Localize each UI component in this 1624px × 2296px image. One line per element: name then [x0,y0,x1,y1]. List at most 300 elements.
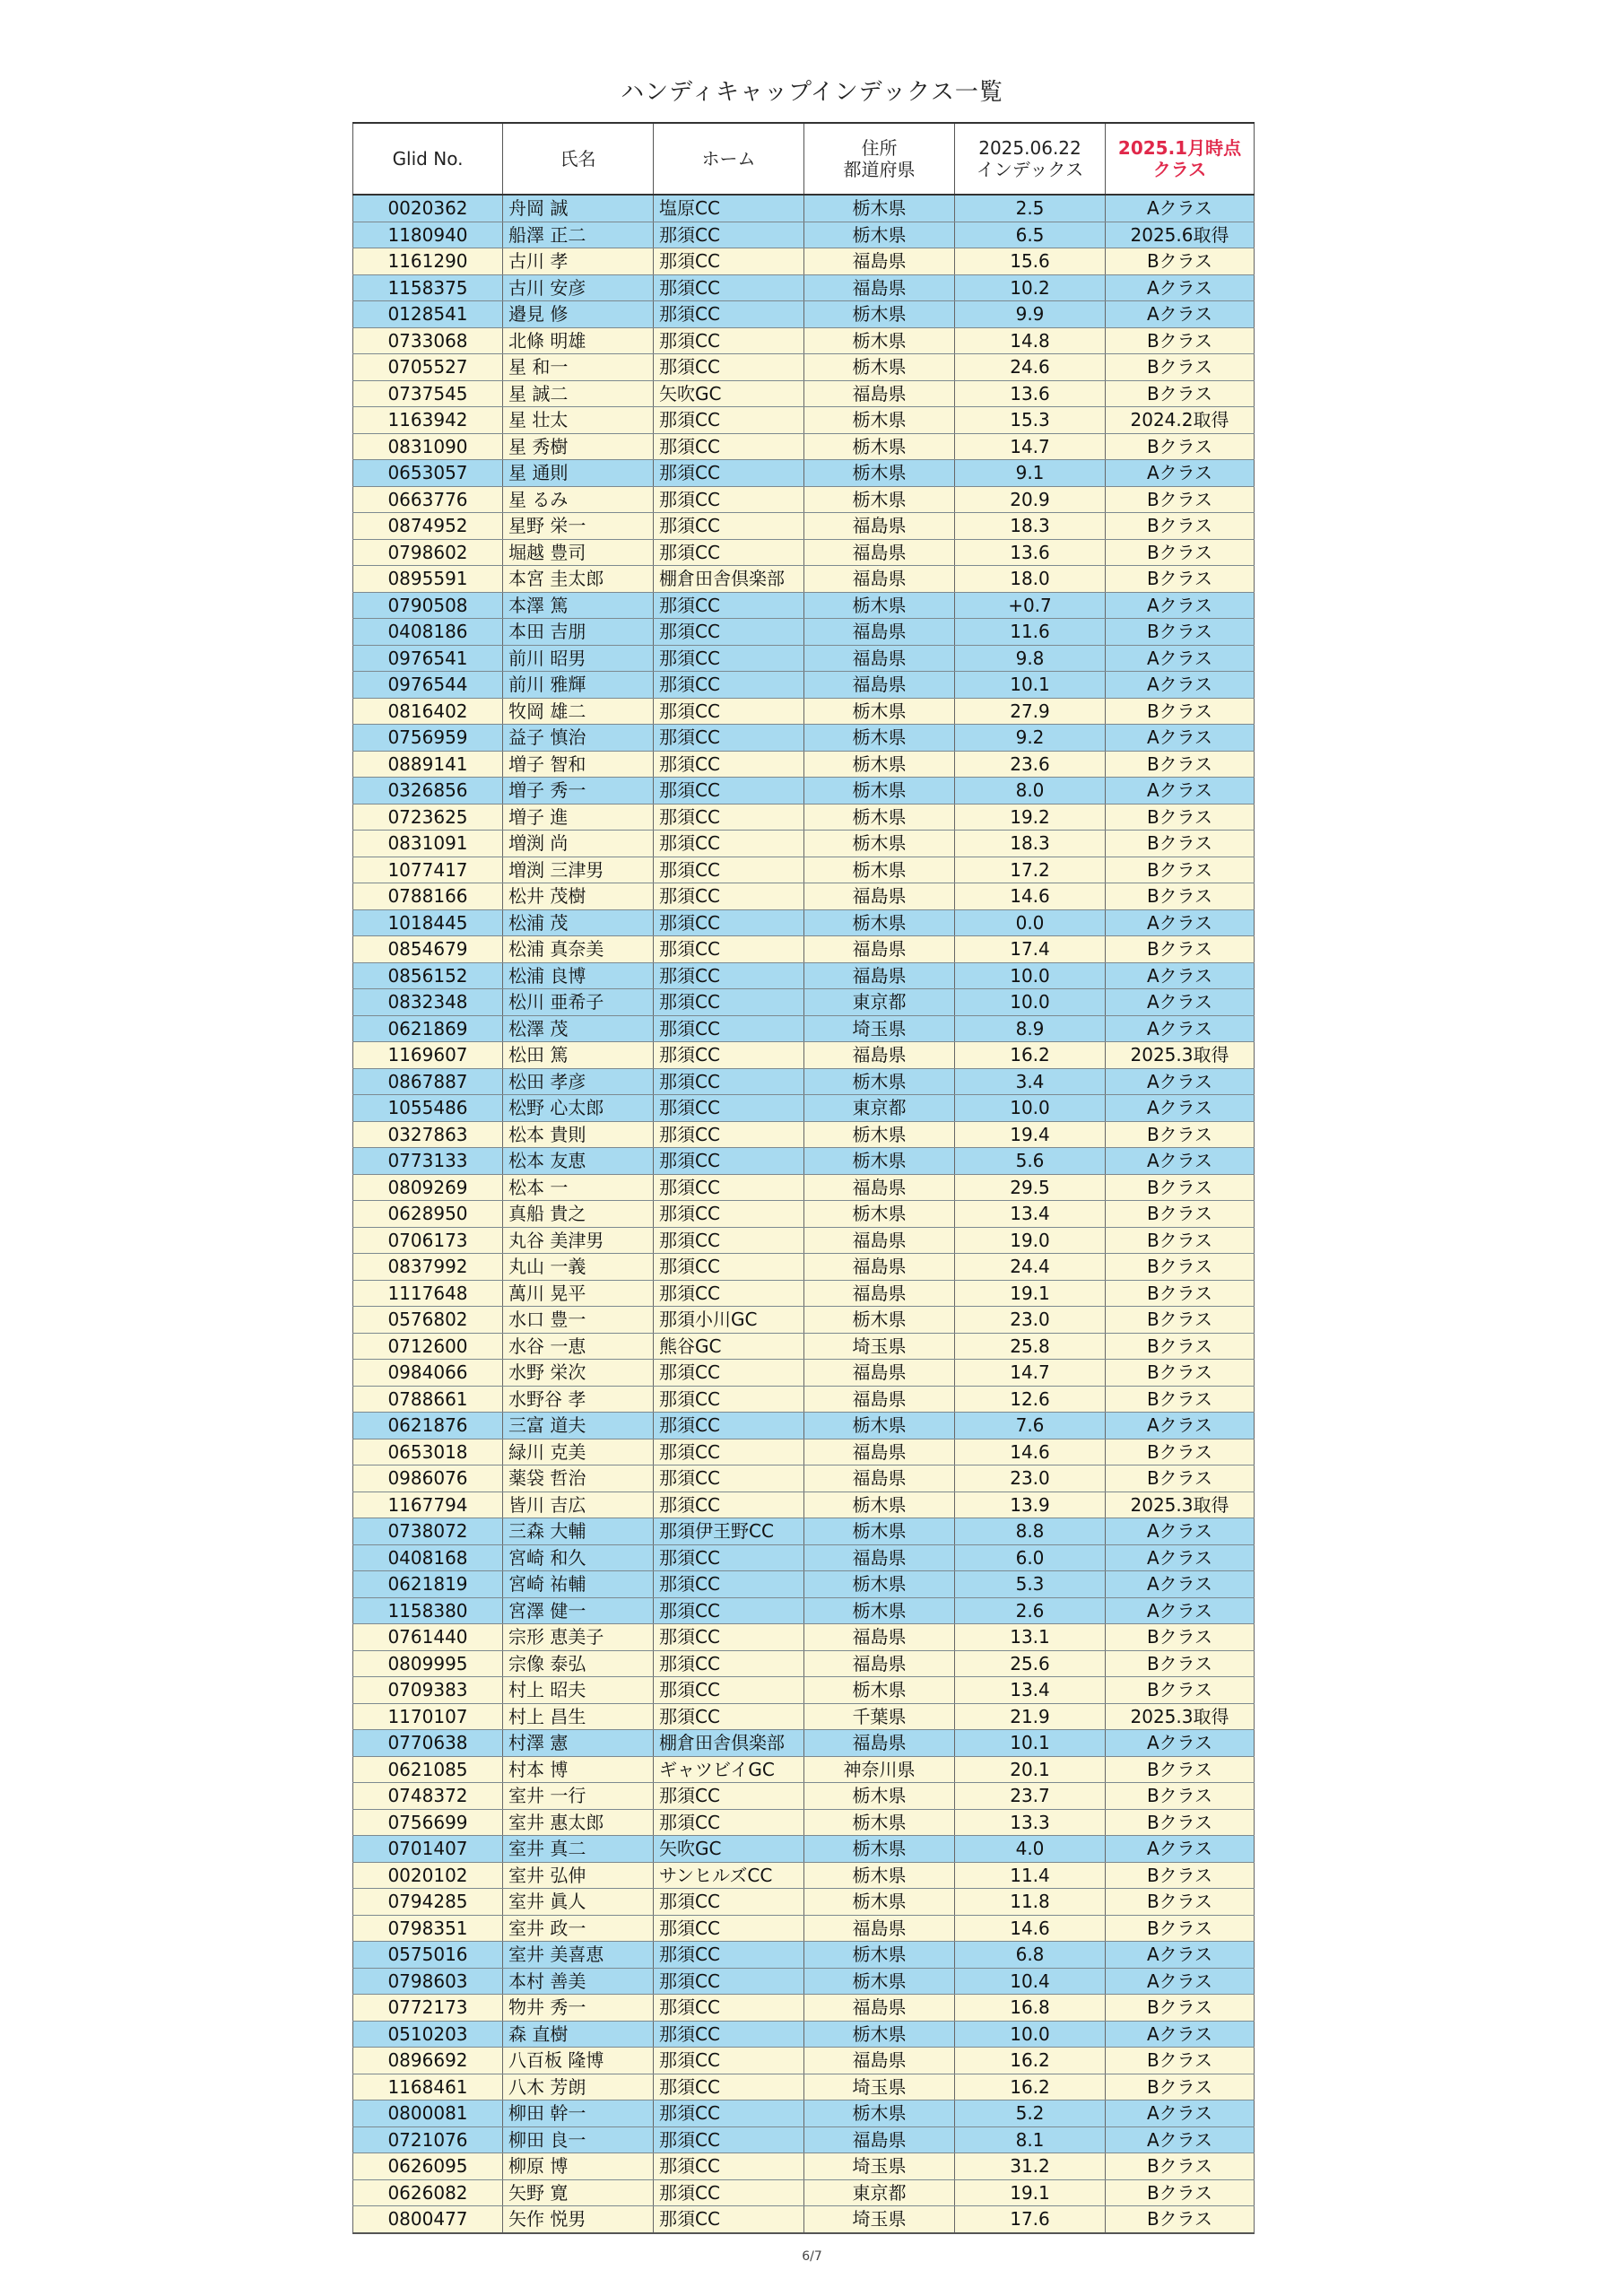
table-row [353,354,1255,381]
name-cell: 緑川 克美 [503,1439,654,1465]
home-cell: 那須CC [654,592,804,619]
home-cell: 那須CC [654,1227,804,1254]
header-home: ホーム [654,123,804,195]
table-row [353,1333,1255,1360]
name-cell: 松野 心太郎 [503,1095,654,1122]
prefecture-cell: 栃木県 [804,460,955,487]
prefecture-cell: 福島県 [804,1465,955,1492]
index-cell: 2.5 [955,195,1106,222]
table-row [353,2048,1255,2074]
home-cell: 那須CC [654,909,804,936]
class-cell: 2025.6取得 [1106,222,1255,248]
index-cell: 8.1 [955,2126,1106,2153]
prefecture-cell: 栃木県 [804,1942,955,1969]
glid-cell: 0628950 [353,1201,503,1228]
index-cell: 6.0 [955,1544,1106,1571]
name-cell: 本澤 篤 [503,592,654,619]
home-cell: 那須CC [654,1439,804,1465]
name-cell: 室井 眞人 [503,1889,654,1916]
table-row [353,1492,1255,1518]
glid-cell: 0756959 [353,725,503,752]
glid-cell: 1170107 [353,1703,503,1730]
home-cell: 那須伊王野CC [654,1518,804,1545]
name-cell: 柳田 良一 [503,2126,654,2153]
name-cell: 松澤 茂 [503,1015,654,1042]
name-cell: 室井 惠太郎 [503,1809,654,1836]
class-cell: 2025.3取得 [1106,1042,1255,1069]
index-cell: 14.6 [955,1439,1106,1465]
glid-cell: 0653057 [353,460,503,487]
prefecture-cell: 栃木県 [804,698,955,725]
index-cell: 5.2 [955,2100,1106,2127]
table-row [353,433,1255,460]
name-cell: 松本 一 [503,1174,654,1201]
table-row [353,1862,1255,1889]
home-cell: 那須CC [654,1624,804,1651]
glid-cell: 1163942 [353,407,503,434]
table-row [353,301,1255,328]
index-cell: 9.9 [955,301,1106,328]
index-cell: +0.7 [955,592,1106,619]
home-cell: 那須CC [654,1677,804,1704]
index-cell: 15.6 [955,248,1106,275]
home-cell: 那須CC [654,751,804,778]
glid-cell: 0788166 [353,883,503,910]
home-cell: 那須CC [654,460,804,487]
index-cell: 20.9 [955,486,1106,513]
prefecture-cell: 栃木県 [804,195,955,222]
prefecture-cell: 東京都 [804,2179,955,2206]
home-cell: 那須小川GC [654,1307,804,1334]
home-cell: 那須CC [654,1360,804,1387]
name-cell: 松本 貴則 [503,1121,654,1148]
class-cell: Bクラス [1106,327,1255,354]
index-cell: 24.4 [955,1254,1106,1281]
prefecture-cell: 福島県 [804,1624,955,1651]
index-cell: 24.6 [955,354,1106,381]
home-cell: 那須CC [654,1995,804,2022]
home-cell: 那須CC [654,1915,804,1942]
index-cell: 13.9 [955,1492,1106,1518]
class-cell: Aクラス [1106,725,1255,752]
prefecture-cell: 栃木県 [804,1068,955,1095]
glid-cell: 0733068 [353,327,503,354]
table-body [353,195,1255,2233]
prefecture-cell: 栃木県 [804,1201,955,1228]
class-cell: Bクラス [1106,2048,1255,2074]
name-cell: 星 和一 [503,354,654,381]
name-cell: 室井 弘伸 [503,1862,654,1889]
home-cell: 那須CC [654,1148,804,1175]
glid-cell: 0790508 [353,592,503,619]
home-cell: 那須CC [654,778,804,804]
class-cell: Aクラス [1106,989,1255,1016]
home-cell: 那須CC [654,989,804,1016]
prefecture-cell: 栃木県 [804,1809,955,1836]
table-row [353,1756,1255,1783]
index-cell: 5.3 [955,1571,1106,1598]
home-cell: 那須CC [654,407,804,434]
table-row [353,1280,1255,1307]
home-cell: 那須CC [654,831,804,857]
prefecture-cell: 福島県 [804,539,955,566]
table-row [353,1360,1255,1387]
index-cell: 6.8 [955,1942,1106,1969]
name-cell: 矢野 寛 [503,2179,654,2206]
index-cell: 17.6 [955,2206,1106,2233]
class-cell: Aクラス [1106,645,1255,672]
prefecture-cell: 福島県 [804,672,955,699]
index-cell: 8.9 [955,1015,1106,1042]
home-cell: 那須CC [654,1942,804,1969]
glid-cell: 1117648 [353,1280,503,1307]
table-row [353,2206,1255,2233]
index-cell: 12.6 [955,1386,1106,1413]
name-cell: 増渕 三津男 [503,857,654,883]
prefecture-cell: 栃木県 [804,1307,955,1334]
prefecture-cell: 栃木県 [804,1413,955,1439]
home-cell: 那須CC [654,1544,804,1571]
glid-cell: 0020362 [353,195,503,222]
glid-cell: 0706173 [353,1227,503,1254]
class-cell: Bクラス [1106,1280,1255,1307]
glid-cell: 0816402 [353,698,503,725]
table-row [353,857,1255,883]
glid-cell: 0621819 [353,1571,503,1598]
home-cell: 那須CC [654,327,804,354]
name-cell: 室井 一行 [503,1783,654,1810]
index-cell: 10.0 [955,989,1106,1016]
glid-cell: 0832348 [353,989,503,1016]
table-row [353,460,1255,487]
index-cell: 17.4 [955,936,1106,963]
prefecture-cell: 栃木県 [804,725,955,752]
index-cell: 27.9 [955,698,1106,725]
glid-cell: 0788661 [353,1386,503,1413]
table-row [353,2153,1255,2180]
home-cell: 塩原CC [654,195,804,222]
class-cell: Bクラス [1106,804,1255,831]
index-cell: 18.3 [955,831,1106,857]
prefecture-cell: 埼玉県 [804,1015,955,1042]
index-cell: 14.7 [955,433,1106,460]
name-cell: 物井 秀一 [503,1995,654,2022]
home-cell: 那須CC [654,1280,804,1307]
glid-cell: 0748372 [353,1783,503,1810]
name-cell: 松本 友恵 [503,1148,654,1175]
table-row [353,1677,1255,1704]
table-row [353,1624,1255,1651]
home-cell: 那須CC [654,1571,804,1598]
name-cell: 堀越 豊司 [503,539,654,566]
class-cell: Aクラス [1106,1068,1255,1095]
table-row [353,1227,1255,1254]
glid-cell: 0896692 [353,2048,503,2074]
index-cell: 10.0 [955,2021,1106,2048]
table-row [353,831,1255,857]
glid-cell: 1167794 [353,1492,503,1518]
home-cell: 那須CC [654,857,804,883]
index-cell: 20.1 [955,1756,1106,1783]
class-cell: Aクラス [1106,301,1255,328]
table-row [353,539,1255,566]
home-cell: 那須CC [654,2021,804,2048]
name-cell: 宮崎 祐輔 [503,1571,654,1598]
table-row [353,1571,1255,1598]
table-row [353,1307,1255,1334]
prefecture-cell: 福島県 [804,1439,955,1465]
glid-cell: 0798351 [353,1915,503,1942]
name-cell: 森 直樹 [503,2021,654,2048]
name-cell: 宗像 泰弘 [503,1650,654,1677]
table-row [353,989,1255,1016]
home-cell: 那須CC [654,1201,804,1228]
home-cell: 那須CC [654,1889,804,1916]
index-cell: 19.4 [955,1121,1106,1148]
index-cell: 29.5 [955,1174,1106,1201]
index-cell: 18.3 [955,513,1106,540]
table-row [353,2074,1255,2100]
home-cell: 熊谷GC [654,1333,804,1360]
page-title: ハンディキャップインデックス一覧 [621,79,1003,106]
table-row [353,1942,1255,1969]
index-cell: 10.2 [955,274,1106,301]
glid-cell: 1158380 [353,1597,503,1624]
home-cell: 那須CC [654,513,804,540]
table-row [353,380,1255,407]
glid-cell: 0798602 [353,539,503,566]
class-cell: Bクラス [1106,1915,1255,1942]
glid-cell: 0653018 [353,1439,503,1465]
table-row [353,222,1255,248]
class-cell: Bクラス [1106,883,1255,910]
class-cell: Aクラス [1106,778,1255,804]
class-cell: Aクラス [1106,592,1255,619]
prefecture-cell: 栃木県 [804,1518,955,1545]
table-row [353,1836,1255,1863]
glid-cell: 0794285 [353,1889,503,1916]
class-cell: Aクラス [1106,1597,1255,1624]
prefecture-cell: 埼玉県 [804,2153,955,2180]
table-row [353,195,1255,222]
glid-cell: 1018445 [353,909,503,936]
class-cell: Bクラス [1106,1809,1255,1836]
prefecture-cell: 福島県 [804,1915,955,1942]
name-cell: 室井 真二 [503,1836,654,1863]
glid-cell: 1077417 [353,857,503,883]
prefecture-cell: 栃木県 [804,1783,955,1810]
prefecture-cell: 福島県 [804,513,955,540]
table-row [353,698,1255,725]
home-cell: 那須CC [654,883,804,910]
index-cell: 9.2 [955,725,1106,752]
table-row [353,1650,1255,1677]
glid-cell: 0831091 [353,831,503,857]
table-row [353,1121,1255,1148]
prefecture-cell: 福島県 [804,1254,955,1281]
table-row [353,274,1255,301]
name-cell: 星野 栄一 [503,513,654,540]
table-row [353,1465,1255,1492]
table-row [353,619,1255,646]
prefecture-cell: 福島県 [804,1360,955,1387]
prefecture-cell: 栃木県 [804,1148,955,1175]
name-cell: 星 るみ [503,486,654,513]
glid-cell: 0408186 [353,619,503,646]
glid-cell: 0798603 [353,1968,503,1995]
index-cell: 3.4 [955,1068,1106,1095]
glid-cell: 0326856 [353,778,503,804]
name-cell: 本村 善美 [503,1968,654,1995]
index-cell: 11.4 [955,1862,1106,1889]
class-cell: Bクラス [1106,1650,1255,1677]
name-cell: 水口 豊一 [503,1307,654,1334]
index-cell: 25.8 [955,1333,1106,1360]
index-cell: 13.1 [955,1624,1106,1651]
glid-cell: 0327863 [353,1121,503,1148]
table-row [353,1809,1255,1836]
name-cell: 八百板 隆博 [503,2048,654,2074]
home-cell: 那須CC [654,301,804,328]
table-row [353,1703,1255,1730]
home-cell: 那須CC [654,274,804,301]
class-cell: Bクラス [1106,486,1255,513]
class-cell: Bクラス [1106,831,1255,857]
prefecture-cell: 栃木県 [804,804,955,831]
prefecture-cell: 栃木県 [804,1571,955,1598]
prefecture-cell: 福島県 [804,962,955,989]
index-cell: 13.6 [955,539,1106,566]
index-cell: 18.0 [955,566,1106,593]
class-cell: Bクラス [1106,1995,1255,2022]
class-cell: Aクラス [1106,1095,1255,1122]
class-cell: Aクラス [1106,195,1255,222]
prefecture-cell: 埼玉県 [804,2074,955,2100]
index-cell: 5.6 [955,1148,1106,1175]
class-cell: Bクラス [1106,1862,1255,1889]
home-cell: 那須CC [654,433,804,460]
home-cell: 那須CC [654,1650,804,1677]
table-row [353,1015,1255,1042]
index-cell: 8.0 [955,778,1106,804]
prefecture-cell: 福島県 [804,883,955,910]
table-row [353,2100,1255,2127]
glid-cell: 0737545 [353,380,503,407]
name-cell: 矢作 悦男 [503,2206,654,2233]
class-cell: Bクラス [1106,1439,1255,1465]
class-cell: Bクラス [1106,751,1255,778]
prefecture-cell: 栃木県 [804,831,955,857]
class-cell: Bクラス [1106,354,1255,381]
home-cell: 那須CC [654,1254,804,1281]
name-cell: 星 壮太 [503,407,654,434]
prefecture-cell: 栃木県 [804,909,955,936]
home-cell: 那須CC [654,1386,804,1413]
prefecture-cell: 福島県 [804,1386,955,1413]
index-cell: 13.3 [955,1809,1106,1836]
name-cell: 松田 篤 [503,1042,654,1069]
index-cell: 10.0 [955,1095,1106,1122]
home-cell: 那須CC [654,1015,804,1042]
page-number: 6/7 [802,2249,822,2264]
home-cell: 那須CC [654,2126,804,2153]
class-cell: 2025.3取得 [1106,1492,1255,1518]
table-row [353,1597,1255,1624]
index-cell: 25.6 [955,1650,1106,1677]
glid-cell: 0772173 [353,1995,503,2022]
class-cell: Bクラス [1106,1121,1255,1148]
glid-cell: 0874952 [353,513,503,540]
table-row [353,1439,1255,1465]
class-cell: Bクラス [1106,1386,1255,1413]
home-cell: 那須CC [654,619,804,646]
table-row [353,248,1255,275]
glid-cell: 0738072 [353,1518,503,1545]
prefecture-cell: 栃木県 [804,486,955,513]
prefecture-cell: 神奈川県 [804,1756,955,1783]
class-cell: Bクラス [1106,2074,1255,2100]
glid-cell: 0984066 [353,1360,503,1387]
prefecture-cell: 栃木県 [804,1889,955,1916]
glid-cell: 0721076 [353,2126,503,2153]
table-row [353,778,1255,804]
glid-cell: 0773133 [353,1148,503,1175]
class-cell: Bクラス [1106,380,1255,407]
name-cell: 萬川 晃平 [503,1280,654,1307]
home-cell: 那須CC [654,1121,804,1148]
home-cell: 棚倉田舎倶楽部 [654,566,804,593]
name-cell: 丸谷 美津男 [503,1227,654,1254]
class-cell: Bクラス [1106,1677,1255,1704]
class-cell: Bクラス [1106,539,1255,566]
class-cell: Bクラス [1106,1756,1255,1783]
table-row [353,2179,1255,2206]
glid-cell: 0761440 [353,1624,503,1651]
table-row [353,566,1255,593]
name-cell: 丸山 一義 [503,1254,654,1281]
name-cell: 薬袋 哲治 [503,1465,654,1492]
name-cell: 益子 慎治 [503,725,654,752]
index-cell: 13.6 [955,380,1106,407]
name-cell: 増子 秀一 [503,778,654,804]
index-cell: 21.9 [955,1703,1106,1730]
glid-cell: 0856152 [353,962,503,989]
table-row [353,645,1255,672]
class-cell: Bクラス [1106,1360,1255,1387]
home-cell: 那須CC [654,2074,804,2100]
name-cell: 増子 智和 [503,751,654,778]
name-cell: 水野谷 孝 [503,1386,654,1413]
prefecture-cell: 福島県 [804,2048,955,2074]
glid-cell: 0575016 [353,1942,503,1969]
prefecture-cell: 栃木県 [804,1677,955,1704]
home-cell: 那須CC [654,698,804,725]
table-row [353,1995,1255,2022]
index-cell: 23.6 [955,751,1106,778]
class-cell: Bクラス [1106,2206,1255,2233]
prefecture-cell: 栃木県 [804,2100,955,2127]
home-cell: 那須CC [654,2206,804,2233]
glid-cell: 0867887 [353,1068,503,1095]
glid-cell: 0128541 [353,301,503,328]
name-cell: 村本 博 [503,1756,654,1783]
name-cell: 舟岡 誠 [503,195,654,222]
name-cell: 八木 芳朗 [503,2074,654,2100]
home-cell: 棚倉田舎倶楽部 [654,1730,804,1757]
glid-cell: 0854679 [353,936,503,963]
index-cell: 11.6 [955,619,1106,646]
index-cell: 13.4 [955,1201,1106,1228]
